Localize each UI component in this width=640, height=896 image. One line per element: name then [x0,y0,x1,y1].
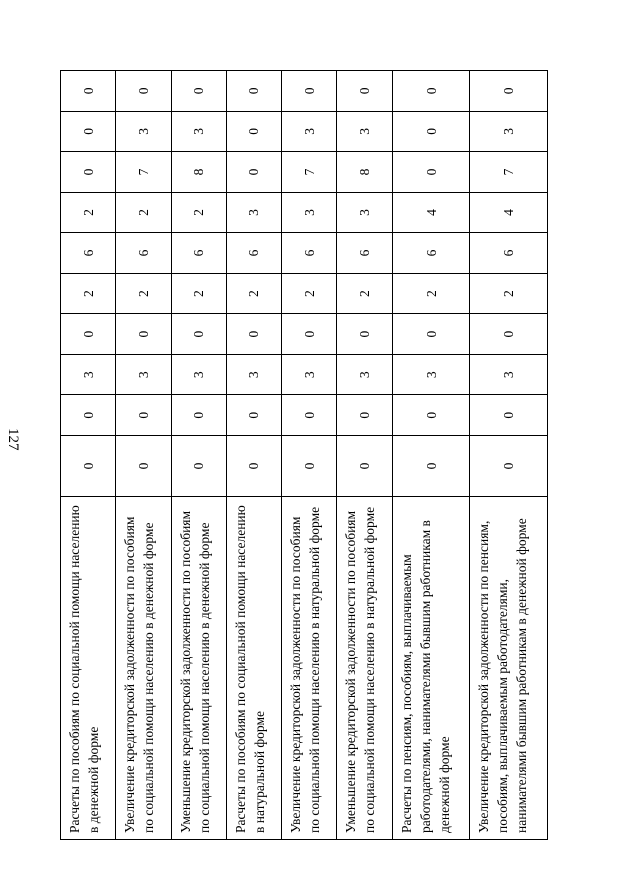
table-row [226,71,281,840]
code-digit-cell: 0 [61,314,116,355]
code-digit-cell: 0 [337,395,392,436]
code-digit-cell: 0 [392,314,470,355]
code-digit-cell: 6 [337,233,392,274]
code-digit-cell: 2 [337,273,392,314]
accounts-table [60,70,548,840]
code-digit-cell: 0 [61,111,116,152]
code-digit-cell: 3 [337,192,392,233]
code-digit-cell: 2 [171,192,226,233]
code-digit-cell: 2 [116,192,171,233]
code-digit-cell: 0 [61,395,116,436]
code-digit-cell: 0 [337,436,392,497]
table-row [171,71,226,840]
code-digit-cell: 0 [171,395,226,436]
code-digit-cell: 3 [61,354,116,395]
code-digit-cell: 6 [171,233,226,274]
code-digit-cell: 0 [282,71,337,112]
code-digit-cell: 0 [392,111,470,152]
code-digit-cell: 2 [282,273,337,314]
table-row [116,71,171,840]
code-digit-cell: 2 [116,273,171,314]
code-digit-cell: 2 [61,273,116,314]
code-digit-cell: 7 [282,152,337,193]
code-digit-cell: 0 [337,314,392,355]
code-digit-cell: 0 [282,314,337,355]
code-digit-cell: 0 [116,395,171,436]
code-digit-cell: 3 [116,111,171,152]
code-digit-cell: 0 [226,314,281,355]
code-digit-cell: 7 [470,152,548,193]
code-digit-cell: 3 [116,354,171,395]
code-digit-cell: 0 [392,395,470,436]
row-label: Уменьшение кредиторской задолженности по пособиям по социальной помощи населению в натуральной форме [337,497,392,840]
code-digit-cell: 0 [61,152,116,193]
table-row [470,71,548,840]
code-digit-cell: 3 [226,354,281,395]
code-digit-cell: 0 [392,71,470,112]
code-digit-cell: 3 [470,354,548,395]
code-digit-cell: 3 [337,111,392,152]
row-label: Увеличение кредиторской задолженности по пособиям по социальной помощи населению в натуральной форме [282,497,337,840]
code-digit-cell: 6 [116,233,171,274]
table-row [337,71,392,840]
table-row [282,71,337,840]
code-digit-cell: 0 [61,71,116,112]
code-digit-cell: 4 [470,192,548,233]
code-digit-cell: 3 [226,192,281,233]
code-digit-cell: 0 [171,436,226,497]
code-digit-cell: 3 [171,111,226,152]
code-digit-cell: 3 [282,354,337,395]
row-label: Расчеты по пенсиям, пособиям, выплачиваемым работодателями, нанимателями бывшим работникам в денежной форме [392,497,470,840]
code-digit-cell: 3 [282,192,337,233]
table-row [61,71,116,840]
code-digit-cell: 3 [470,111,548,152]
code-digit-cell: 2 [61,192,116,233]
code-digit-cell: 3 [171,354,226,395]
code-digit-cell: 0 [116,71,171,112]
table-body [61,71,548,840]
code-digit-cell: 8 [171,152,226,193]
code-digit-cell: 0 [282,436,337,497]
code-digit-cell: 2 [226,273,281,314]
code-digit-cell: 0 [226,111,281,152]
code-digit-cell: 2 [470,273,548,314]
row-label: Расчеты по пособиям по социальной помощи населению в натуральной форме [226,497,281,840]
code-digit-cell: 3 [392,354,470,395]
code-digit-cell: 0 [470,314,548,355]
code-digit-cell: 6 [470,233,548,274]
table-container [60,70,548,840]
row-label: Увеличение кредиторской задолженности по пенсиям, пособиям, выплачиваемым работодателями, нанимателями бывшим работникам в денежной форме [470,497,548,840]
code-digit-cell: 0 [171,71,226,112]
code-digit-cell: 2 [171,273,226,314]
row-label: Расчеты по пособиям по социальной помощи населению в денежной форме [61,497,116,840]
code-digit-cell: 8 [337,152,392,193]
code-digit-cell: 0 [226,152,281,193]
row-label: Уменьшение кредиторской задолженности по пособиям по социальной помощи населению в денежной форме [171,497,226,840]
code-digit-cell: 0 [392,152,470,193]
page-number: 127 [5,428,21,451]
code-digit-cell: 2 [392,273,470,314]
code-digit-cell: 0 [470,395,548,436]
code-digit-cell: 0 [470,71,548,112]
code-digit-cell: 6 [392,233,470,274]
code-digit-cell: 0 [392,436,470,497]
code-digit-cell: 0 [61,436,116,497]
code-digit-cell: 0 [226,436,281,497]
code-digit-cell: 0 [282,395,337,436]
code-digit-cell: 7 [116,152,171,193]
code-digit-cell: 0 [116,314,171,355]
table-row [392,71,470,840]
code-digit-cell: 6 [61,233,116,274]
code-digit-cell: 0 [337,71,392,112]
code-digit-cell: 0 [226,395,281,436]
code-digit-cell: 6 [282,233,337,274]
code-digit-cell: 0 [470,436,548,497]
code-digit-cell: 0 [171,314,226,355]
code-digit-cell: 3 [337,354,392,395]
code-digit-cell: 3 [282,111,337,152]
row-label: Увеличение кредиторской задолженности по пособиям по социальной помощи населению в денежной форме [116,497,171,840]
code-digit-cell: 0 [226,71,281,112]
code-digit-cell: 4 [392,192,470,233]
code-digit-cell: 6 [226,233,281,274]
code-digit-cell: 0 [116,436,171,497]
